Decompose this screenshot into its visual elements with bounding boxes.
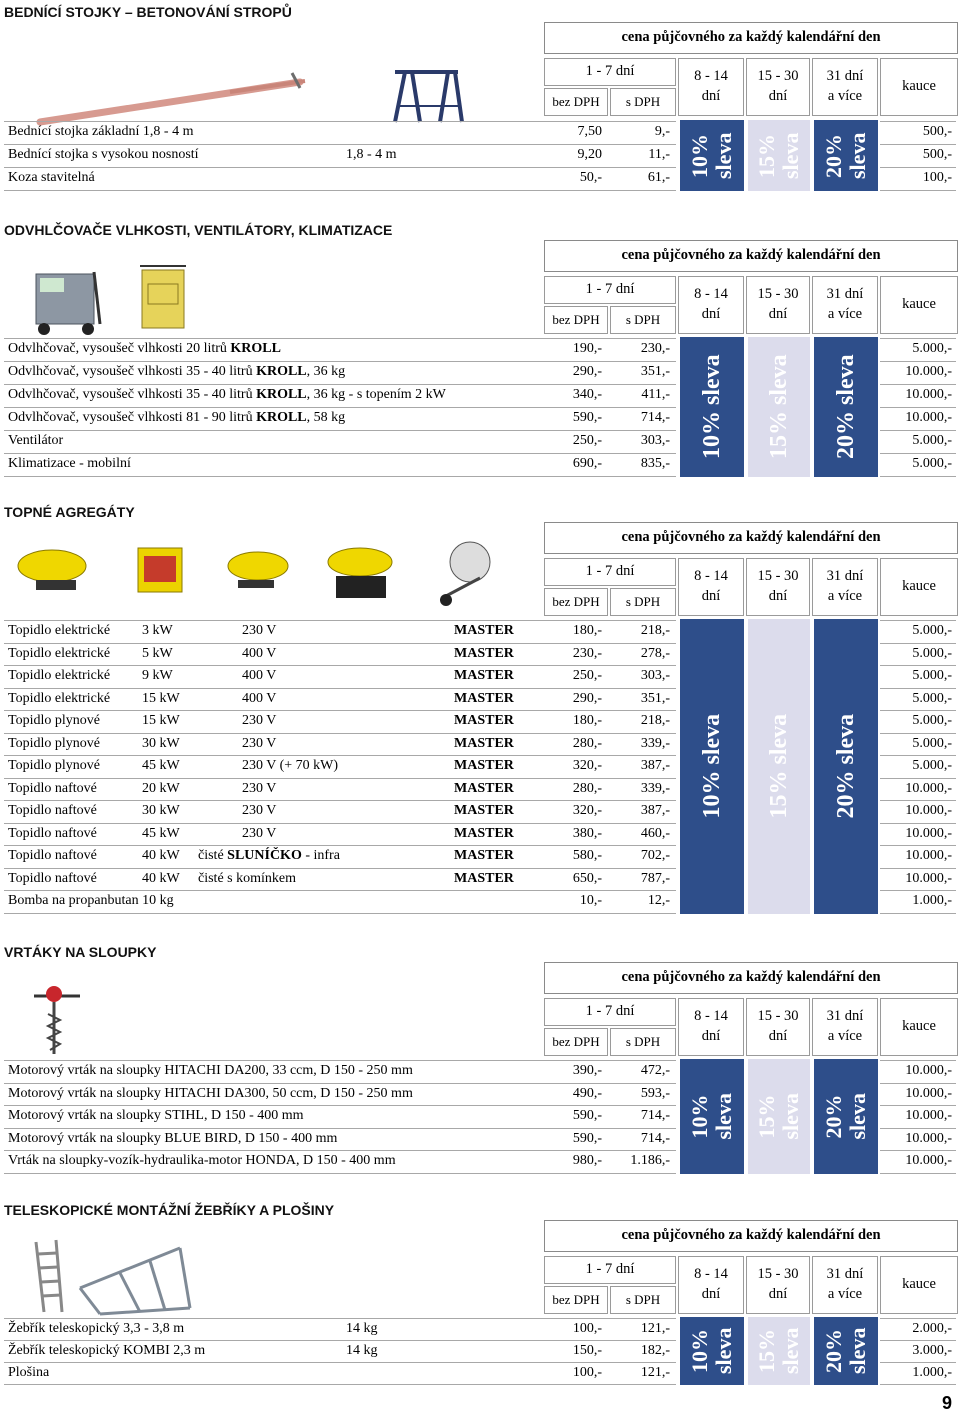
price-bez-dph: 230,- <box>572 645 602 661</box>
header-period-31-bottom: a více <box>827 1028 863 1044</box>
header-period-8-14-top: 8 - 14 <box>694 1266 728 1283</box>
price-s-dph: 12,- <box>647 893 670 908</box>
price-s-dph: 351,- <box>640 364 670 379</box>
item-spec: 1,8 - 4 m <box>346 147 397 162</box>
item-voltage-text: 400 V <box>242 645 277 661</box>
price-s-dph: 787,- <box>640 870 670 886</box>
header-period-8-14 <box>678 998 744 1056</box>
price-s-dph: 835,- <box>640 456 670 471</box>
item-power: 15 kW <box>142 690 180 706</box>
discount-15-label: 15% sleva <box>766 354 792 460</box>
item-name: Motorový vrták na sloupky HITACHI DA200, 33 ccm, D 150 - 250 mm <box>8 1063 413 1078</box>
item-brand: MASTER <box>454 825 514 841</box>
header-period-15-30 <box>746 558 810 616</box>
header-period-31 <box>812 558 878 616</box>
deposit-kauce: 1.000,- <box>912 1365 952 1380</box>
header-period-15-30 <box>746 998 810 1056</box>
price-bez-dph: 280,- <box>572 780 602 796</box>
item-brand: MASTER <box>454 870 514 886</box>
header-bez-dph: bez DPH <box>544 1028 608 1056</box>
discount-20-label: 20% sleva <box>821 1093 870 1140</box>
item-brand: MASTER <box>454 848 514 863</box>
header-period-8-14-top: 8 - 14 <box>694 286 728 303</box>
header-period-15-30-top: 15 - 30 <box>757 568 799 585</box>
discount-10-label: 10% sleva <box>699 354 725 460</box>
item-spec: , 58 kg <box>306 410 346 425</box>
item-power: 15 kW <box>142 713 180 728</box>
price-s-dph: 714,- <box>640 1108 670 1123</box>
price-bez-dph: 10,- <box>579 893 602 908</box>
item-voltage-text: 230 V <box>242 623 277 638</box>
item-voltage-text: 230 V <box>242 803 277 818</box>
price-s-dph: 61,- <box>647 170 670 185</box>
deposit-kauce: 5.000,- <box>912 645 952 661</box>
zebrik-image <box>0 1228 540 1318</box>
item-brand: MASTER <box>454 623 514 638</box>
deposit-kauce: 3.000,- <box>912 1343 952 1358</box>
header-period-31-bottom: a více <box>827 1286 863 1302</box>
item-name: Topidlo elektrické <box>8 668 111 683</box>
item-voltage-text: 230 V <box>242 735 277 751</box>
deposit-kauce: 5.000,- <box>912 735 952 751</box>
header-period-8-14-top: 8 - 14 <box>694 1008 728 1025</box>
header-period-1-7: 1 - 7 dní <box>544 276 676 304</box>
item-model: SLUNÍČKO <box>227 848 302 863</box>
header-s-dph: s DPH <box>610 588 676 616</box>
item-name: Topidlo plynové <box>8 713 100 728</box>
item-voltage-text: 400 V <box>242 690 277 706</box>
item-power: 30 kW <box>142 803 180 818</box>
header-period-1-7: 1 - 7 dní <box>544 1256 676 1284</box>
topidla-image <box>0 536 540 616</box>
item-power: 3 kW <box>142 623 173 638</box>
product-images <box>0 536 540 616</box>
page-number: 9 <box>941 1393 952 1413</box>
item-power: 30 kW <box>142 735 180 751</box>
table-kauce-bottom-line <box>880 476 956 477</box>
item-brand: KROLL <box>256 410 307 425</box>
header-period-15-30-bottom: dní <box>768 1028 788 1044</box>
price-bez-dph: 100,- <box>572 1365 602 1380</box>
item-name: Motorový vrták na sloupky BLUE BIRD, D 150 - 400 mm <box>8 1130 338 1146</box>
header-kauce: kauce <box>880 558 958 616</box>
price-s-dph: 11,- <box>648 147 670 162</box>
item-voltage <box>242 688 276 710</box>
item-brand: MASTER <box>454 780 514 796</box>
price-bez-dph: 690,- <box>572 456 602 471</box>
header-period-1-7: 1 - 7 dní <box>544 58 676 86</box>
discount-10-label: 10% sleva <box>687 1093 736 1140</box>
discount-10-label: 10% sleva <box>699 713 725 819</box>
header-period-15-30 <box>746 276 810 334</box>
table-bottom-line <box>4 1384 676 1385</box>
discount-15-label: 15% sleva <box>754 1327 803 1375</box>
item-voltage <box>242 778 276 800</box>
item-voltage <box>242 665 276 687</box>
header-s-dph: s DPH <box>610 88 676 116</box>
price-s-dph: 702,- <box>640 848 670 863</box>
header-cena: cena půjčovného za každý kalendářní den <box>544 522 958 554</box>
deposit-kauce: 10.000,- <box>905 803 952 818</box>
header-period-31-bottom: a více <box>827 88 863 104</box>
item-power: 40 kW <box>142 848 180 863</box>
deposit-kauce: 10.000,- <box>905 1108 952 1123</box>
price-bez-dph: 9,20 <box>577 147 602 162</box>
deposit-kauce: 5.000,- <box>912 713 952 728</box>
table-bottom-line <box>4 913 676 914</box>
item-desc: Ventilátor <box>8 433 64 448</box>
item-voltage <box>242 733 276 755</box>
price-bez-dph: 320,- <box>572 758 602 773</box>
header-s-dph: s DPH <box>610 1028 676 1056</box>
discount-15-label: 15% sleva <box>766 713 792 819</box>
price-s-dph: 339,- <box>640 780 670 796</box>
price-s-dph: 387,- <box>640 758 670 773</box>
header-period-15-30 <box>746 58 810 116</box>
price-bez-dph: 250,- <box>572 433 602 448</box>
price-s-dph: 230,- <box>640 341 670 356</box>
item-name: Topidlo elektrické <box>8 645 111 661</box>
item-name: Topidlo naftové <box>8 825 97 841</box>
header-cena: cena půjčovného za každý kalendářní den <box>544 240 958 272</box>
header-period-15-30-bottom: dní <box>768 1286 788 1302</box>
header-period-31-top: 31 dní <box>826 1008 864 1025</box>
item-brand: MASTER <box>454 758 514 773</box>
price-s-dph: 351,- <box>640 690 670 706</box>
header-period-8-14-bottom: dní <box>701 88 721 104</box>
header-period-1-7: 1 - 7 dní <box>544 998 676 1026</box>
price-bez-dph: 980,- <box>572 1153 602 1168</box>
section-title: BEDNÍCÍ STOJKY – BETONOVÁNÍ STROPŮ <box>4 4 292 20</box>
header-period-8-14-top: 8 - 14 <box>694 68 728 85</box>
deposit-kauce: 5.000,- <box>912 758 952 773</box>
section-title: ODVHLČOVAČE VLHKOSTI, VENTILÁTORY, KLIMATIZACE <box>4 222 393 238</box>
header-period-31 <box>812 998 878 1056</box>
price-s-dph: 1.186,- <box>630 1153 670 1168</box>
price-s-dph: 303,- <box>640 433 670 448</box>
price-bez-dph: 150,- <box>572 1343 602 1358</box>
item-name <box>8 407 345 429</box>
item-spec: , 36 kg - s topením 2 kW <box>306 387 446 402</box>
item-brand: MASTER <box>454 713 514 728</box>
header-period-15-30 <box>746 1256 810 1314</box>
price-s-dph: 593,- <box>640 1085 670 1101</box>
item-name <box>8 430 63 452</box>
header-period-15-30-bottom: dní <box>768 588 788 604</box>
item-name: Bomba na propanbutan 10 kg <box>8 893 174 908</box>
header-period-15-30-top: 15 - 30 <box>757 286 799 303</box>
table-kauce-bottom-line <box>880 913 956 914</box>
item-voltage <box>242 823 276 845</box>
item-desc: Odvlhčovač, vysoušeč vlhkosti 81 - 90 litrů <box>8 410 257 425</box>
discount-20-label: 20% sleva <box>821 132 870 179</box>
item-voltage-text: čisté <box>198 848 228 863</box>
discount-20-label: 20% sleva <box>821 1327 870 1375</box>
deposit-kauce: 500,- <box>922 124 952 139</box>
header-s-dph: s DPH <box>610 1286 676 1314</box>
price-bez-dph: 50,- <box>579 170 602 185</box>
header-kauce: kauce <box>880 1256 958 1314</box>
header-period-31-top: 31 dní <box>826 286 864 303</box>
discount-20-label: 20% sleva <box>833 713 859 819</box>
deposit-kauce: 10.000,- <box>905 848 952 863</box>
header-period-15-30-top: 15 - 30 <box>757 68 799 85</box>
item-brand: KROLL <box>256 387 307 402</box>
header-period-8-14 <box>678 1256 744 1314</box>
price-bez-dph: 280,- <box>572 735 602 751</box>
item-desc: Odvlhčovač, vysoušeč vlhkosti 35 - 40 litrů <box>8 387 257 402</box>
item-power: 45 kW <box>142 758 180 773</box>
item-brand: KROLL <box>230 341 281 356</box>
deposit-kauce: 10.000,- <box>905 825 952 841</box>
discount-15-label: 15% sleva <box>754 132 803 179</box>
header-bez-dph: bez DPH <box>544 88 608 116</box>
item-voltage-text: 400 V <box>242 668 277 683</box>
price-bez-dph: 490,- <box>572 1085 602 1101</box>
price-bez-dph: 320,- <box>572 803 602 818</box>
price-s-dph: 411,- <box>641 387 670 402</box>
discount-10-label: 10% sleva <box>687 1327 736 1375</box>
price-bez-dph: 290,- <box>572 364 602 379</box>
price-bez-dph: 180,- <box>572 623 602 638</box>
deposit-kauce: 5.000,- <box>912 433 952 448</box>
price-bez-dph: 180,- <box>572 713 602 728</box>
stojka-koza-image <box>0 26 540 126</box>
header-s-dph: s DPH <box>610 306 676 334</box>
deposit-kauce: 5.000,- <box>912 668 952 683</box>
deposit-kauce: 10.000,- <box>905 1130 952 1146</box>
header-period-8-14-bottom: dní <box>701 1286 721 1302</box>
price-bez-dph: 290,- <box>572 690 602 706</box>
price-s-dph: 121,- <box>640 1321 670 1336</box>
item-voltage-text: 230 V (+ 70 kW) <box>242 758 339 773</box>
deposit-kauce: 2.000,- <box>912 1321 952 1336</box>
item-name: Motorový vrták na sloupky STIHL, D 150 - 400 mm <box>8 1108 304 1123</box>
price-s-dph: 9,- <box>654 124 670 139</box>
item-name: Topidlo elektrické <box>8 623 111 638</box>
header-kauce: kauce <box>880 998 958 1056</box>
item-voltage <box>242 643 276 665</box>
header-period-31-bottom: a více <box>827 306 863 322</box>
header-period-31 <box>812 58 878 116</box>
table-bottom-line <box>4 1173 676 1174</box>
item-brand: MASTER <box>454 803 514 818</box>
item-spec: , 36 kg <box>306 364 346 379</box>
price-bez-dph: 380,- <box>572 825 602 841</box>
item-brand: MASTER <box>454 668 514 683</box>
deposit-kauce: 10.000,- <box>905 1153 952 1168</box>
item-voltage <box>242 710 276 732</box>
item-spec: 14 kg <box>346 1343 378 1358</box>
item-voltage-text: 230 V <box>242 713 277 728</box>
price-s-dph: 472,- <box>640 1063 670 1078</box>
deposit-kauce: 5.000,- <box>912 341 952 356</box>
header-period-31 <box>812 276 878 334</box>
price-bez-dph: 7,50 <box>577 124 602 139</box>
header-period-8-14 <box>678 276 744 334</box>
deposit-kauce: 10.000,- <box>905 870 952 886</box>
table-kauce-bottom-line <box>880 1384 956 1385</box>
item-voltage <box>242 755 338 777</box>
price-bez-dph: 580,- <box>572 848 602 863</box>
item-name: Plošina <box>8 1365 50 1380</box>
section-title: TOPNÉ AGREGÁTY <box>4 504 135 520</box>
header-bez-dph: bez DPH <box>544 588 608 616</box>
item-desc: Odvlhčovač, vysoušeč vlhkosti 35 - 40 litrů <box>8 364 257 379</box>
deposit-kauce: 10.000,- <box>905 1063 952 1078</box>
header-period-1-7: 1 - 7 dní <box>544 558 676 586</box>
product-images <box>0 1228 540 1318</box>
header-period-31-bottom: a více <box>827 588 863 604</box>
item-name: Žebřík teleskopický KOMBI 2,3 m <box>8 1343 206 1358</box>
deposit-kauce: 10.000,- <box>905 1085 952 1101</box>
item-name: Topidlo naftové <box>8 870 97 886</box>
item-voltage-text: čisté s komínkem <box>198 870 296 886</box>
header-cena: cena půjčovného za každý kalendářní den <box>544 962 958 994</box>
item-name: Bednící stojka základní 1,8 - 4 m <box>8 124 194 139</box>
deposit-kauce: 10.000,- <box>905 410 952 425</box>
item-brand: MASTER <box>454 645 514 661</box>
price-bez-dph: 590,- <box>572 410 602 425</box>
item-name: Topidlo elektrické <box>8 690 111 706</box>
odvlhcovac-image <box>0 254 540 344</box>
price-s-dph: 182,- <box>640 1343 670 1358</box>
item-power: 40 kW <box>142 870 180 886</box>
price-bez-dph: 100,- <box>572 1321 602 1336</box>
item-name <box>8 338 281 360</box>
discount-10-label: 10% sleva <box>687 132 736 179</box>
deposit-kauce: 5.000,- <box>912 456 952 471</box>
deposit-kauce: 1.000,- <box>912 893 952 908</box>
header-period-15-30-bottom: dní <box>768 306 788 322</box>
header-period-8-14-top: 8 - 14 <box>694 568 728 585</box>
item-model-suffix: - infra <box>301 848 340 863</box>
header-kauce: kauce <box>880 276 958 334</box>
product-images <box>0 26 540 126</box>
item-brand: MASTER <box>454 735 514 751</box>
item-name <box>8 361 345 383</box>
item-power: 45 kW <box>142 825 180 841</box>
header-period-31-top: 31 dní <box>826 68 864 85</box>
item-name: Žebřík teleskopický 3,3 - 3,8 m <box>8 1321 185 1336</box>
header-kauce: kauce <box>880 58 958 116</box>
item-desc: Klimatizace - mobilní <box>8 456 131 471</box>
header-period-8-14 <box>678 58 744 116</box>
vrtak-image <box>0 974 540 1064</box>
deposit-kauce: 5.000,- <box>912 623 952 638</box>
table-kauce-bottom-line <box>880 1173 956 1174</box>
header-period-31-top: 31 dní <box>826 1266 864 1283</box>
deposit-kauce: 100,- <box>922 170 952 185</box>
deposit-kauce: 500,- <box>922 147 952 162</box>
item-name: Topidlo plynové <box>8 758 100 773</box>
table-kauce-bottom-line <box>880 190 956 191</box>
header-period-15-30-bottom: dní <box>768 88 788 104</box>
section-title: VRTÁKY NA SLOUPKY <box>4 944 157 960</box>
price-s-dph: 714,- <box>640 410 670 425</box>
item-name: Vrták na sloupky-vozík-hydraulika-motor HONDA, D 150 - 400 mm <box>8 1153 396 1168</box>
header-period-8-14-bottom: dní <box>701 588 721 604</box>
item-name: Topidlo naftové <box>8 803 97 818</box>
header-period-8-14-bottom: dní <box>701 306 721 322</box>
price-s-dph: 121,- <box>640 1365 670 1380</box>
price-s-dph: 303,- <box>640 668 670 683</box>
item-power: 20 kW <box>142 780 180 796</box>
deposit-kauce: 10.000,- <box>905 364 952 379</box>
header-period-15-30-top: 15 - 30 <box>757 1266 799 1283</box>
price-bez-dph: 250,- <box>572 668 602 683</box>
price-s-dph: 218,- <box>640 623 670 638</box>
header-period-15-30-top: 15 - 30 <box>757 1008 799 1025</box>
section-title: TELESKOPICKÉ MONTÁŽNÍ ŽEBŘÍKY A PLOŠINY <box>4 1202 335 1218</box>
item-voltage <box>198 868 296 890</box>
price-bez-dph: 650,- <box>572 870 602 886</box>
price-bez-dph: 190,- <box>572 341 602 356</box>
item-name: Motorový vrták na sloupky HITACHI DA300, 50 ccm, D 150 - 250 mm <box>8 1085 413 1101</box>
deposit-kauce: 5.000,- <box>912 690 952 706</box>
item-name: Topidlo naftové <box>8 848 97 863</box>
product-images <box>0 974 540 1064</box>
item-name: Koza stavitelná <box>8 170 95 185</box>
item-name: Bednící stojka s vysokou nosností <box>8 147 199 162</box>
item-name: Topidlo naftové <box>8 780 97 796</box>
price-s-dph: 714,- <box>640 1130 670 1146</box>
item-name <box>8 453 131 475</box>
item-voltage-text: 230 V <box>242 825 277 841</box>
header-period-8-14 <box>678 558 744 616</box>
item-name: Topidlo plynové <box>8 735 100 751</box>
discount-15-label: 15% sleva <box>754 1093 803 1140</box>
price-bez-dph: 590,- <box>572 1108 602 1123</box>
header-period-8-14-bottom: dní <box>701 1028 721 1044</box>
table-bottom-line <box>4 190 676 191</box>
item-voltage <box>242 800 276 822</box>
deposit-kauce: 10.000,- <box>905 780 952 796</box>
header-bez-dph: bez DPH <box>544 306 608 334</box>
price-bez-dph: 340,- <box>572 387 602 402</box>
price-s-dph: 339,- <box>640 735 670 751</box>
header-cena: cena půjčovného za každý kalendářní den <box>544 1220 958 1252</box>
price-bez-dph: 590,- <box>572 1130 602 1146</box>
header-cena: cena půjčovného za každý kalendářní den <box>544 22 958 54</box>
price-s-dph: 460,- <box>640 825 670 841</box>
item-voltage <box>198 845 340 867</box>
item-brand: MASTER <box>454 690 514 706</box>
price-s-dph: 278,- <box>640 645 670 661</box>
item-power: 5 kW <box>142 645 173 661</box>
price-s-dph: 218,- <box>640 713 670 728</box>
discount-20-label: 20% sleva <box>833 354 859 460</box>
item-power: 9 kW <box>142 668 173 683</box>
table-bottom-line <box>4 476 676 477</box>
header-period-31 <box>812 1256 878 1314</box>
header-period-31-top: 31 dní <box>826 568 864 585</box>
item-desc: Odvlhčovač, vysoušeč vlhkosti 20 litrů <box>8 341 231 356</box>
item-brand: KROLL <box>256 364 307 379</box>
item-voltage <box>242 620 276 642</box>
item-name <box>8 384 446 406</box>
header-bez-dph: bez DPH <box>544 1286 608 1314</box>
product-images <box>0 254 540 344</box>
item-voltage-text: 230 V <box>242 780 277 796</box>
price-s-dph: 387,- <box>640 803 670 818</box>
price-bez-dph: 390,- <box>572 1063 602 1078</box>
item-spec: 14 kg <box>346 1321 378 1336</box>
deposit-kauce: 10.000,- <box>905 387 952 402</box>
